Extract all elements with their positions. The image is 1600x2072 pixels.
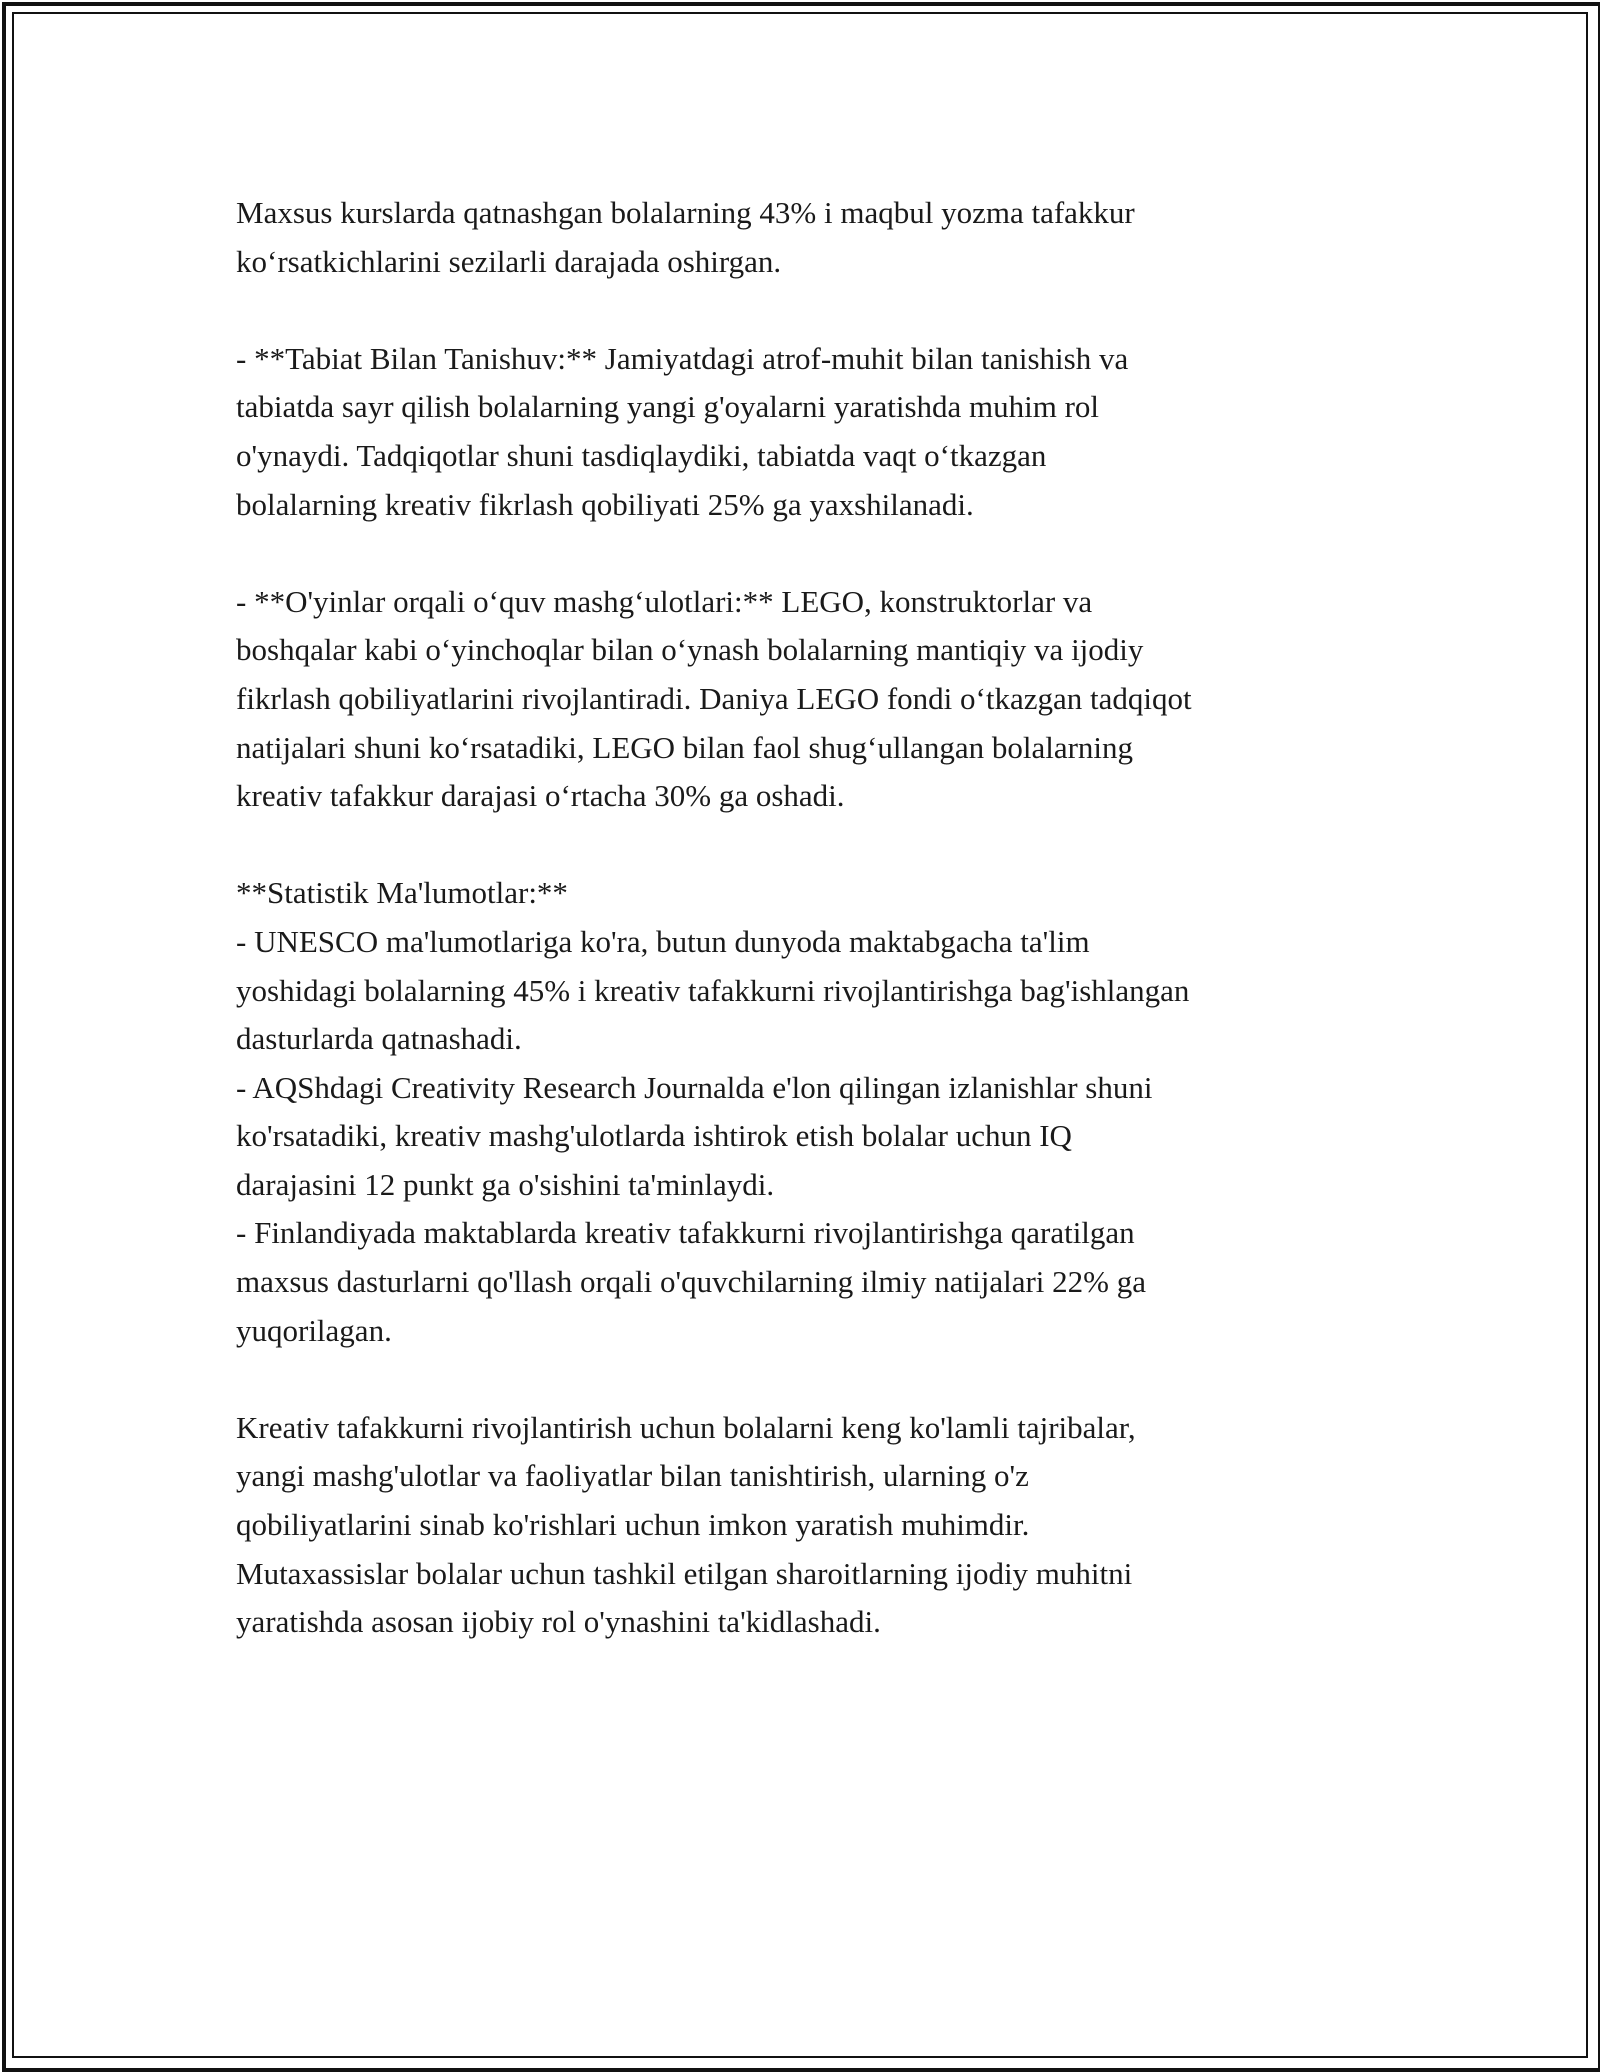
- text-line: qobiliyatlarini sinab ko'rishlari uchun imkon yaratish muhimdir.: [236, 1507, 1030, 1543]
- text-line: yaratishda asosan ijobiy rol o'ynashini ta'kidlashadi.: [236, 1604, 881, 1640]
- paragraph-nature: [236, 335, 1386, 529]
- text-line: darajasini 12 punkt ga o'sishini ta'minlaydi.: [236, 1166, 775, 1202]
- text-line: Kreativ tafakkurni rivojlantirish uchun bolalarni keng ko'lamli tajribalar,: [236, 1409, 1136, 1445]
- text-line: o'ynaydi. Tadqiqotlar shuni tasdiqlaydiki, tabiatda vaqt o‘tkazgan: [236, 437, 1047, 473]
- paragraph-spacer: [236, 1355, 1386, 1404]
- text-line: - Finlandiyada maktablarda kreativ tafakkurni rivojlantirishga qaratilgan: [236, 1215, 1135, 1251]
- text-line: dasturlarda qatnashadi.: [236, 1021, 522, 1057]
- paragraph-spacer: [236, 821, 1386, 870]
- text-line: yuqorilagan.: [236, 1312, 392, 1348]
- text-line: bolalarning kreativ fikrlash qobiliyati 25% ga yaxshilanadi.: [236, 486, 974, 522]
- paragraph-spacer: [236, 529, 1386, 578]
- paragraph-statistics: [236, 869, 1386, 1355]
- paragraph-conclusion: [236, 1404, 1386, 1647]
- text-line: Maxsus kurslarda qatnashgan bolalarning 43% i maqbul yozma tafakkur: [236, 195, 1135, 230]
- text-line: maxsus dasturlarni qo'llash orqali o'quvchilarning ilmiy natijalari 22% ga: [236, 1264, 1146, 1300]
- paragraph-creative-courses: [236, 189, 1386, 286]
- paragraph-spacer: [236, 286, 1386, 335]
- text-line: **Statistik Ma'lumotlar:**: [236, 875, 568, 911]
- text-line: kreativ tafakkur darajasi o‘rtacha 30% ga oshadi.: [236, 778, 845, 814]
- paragraph-games: [236, 578, 1386, 821]
- text-line: yangi mashg'ulotlar va faoliyatlar bilan tanishtirish, ularning o'z: [236, 1458, 1029, 1494]
- text-line: yoshidagi bolalarning 45% i kreativ tafakkurni rivojlantirishga bag'ishlangan: [236, 972, 1190, 1008]
- text-line: ko‘rsatkichlarini sezilarli darajada oshirgan.: [236, 243, 782, 279]
- document-body: [236, 189, 1386, 1647]
- text-line: fikrlash qobiliyatlarini rivojlantiradi. Daniya LEGO fondi o‘tkazgan tadqiqot: [236, 680, 1192, 716]
- text-line: natijalari shuni ko‘rsatadiki, LEGO bilan faol shug‘ullangan bolalarning: [236, 729, 1134, 765]
- text-line: - AQShdagi Creativity Research Journalda e'lon qilingan izlanishlar shuni: [236, 1069, 1153, 1105]
- text-line: boshqalar kabi o‘yinchoqlar bilan o‘ynash bolalarning mantiqiy va ijodiy: [236, 632, 1144, 668]
- text-line: ko'rsatadiki, kreativ mashg'ulotlarda ishtirok etish bolalar uchun IQ: [236, 1118, 1072, 1154]
- text-line: - UNESCO ma'lumotlariga ko'ra, butun dunyoda maktabgacha ta'lim: [236, 923, 1090, 959]
- text-line: Mutaxassislar bolalar uchun tashkil etilgan sharoitlarning ijodiy muhitni: [236, 1555, 1133, 1591]
- text-line: - **O'yinlar orqali o‘quv mashg‘ulotlari:** LEGO, konstruktorlar va: [236, 583, 1093, 619]
- text-line: - **Tabiat Bilan Tanishuv:** Jamiyatdagi atrof-muhit bilan tanishish va: [236, 340, 1129, 376]
- text-line: tabiatda sayr qilish bolalarning yangi g'oyalarni yaratishda muhim rol: [236, 389, 1100, 425]
